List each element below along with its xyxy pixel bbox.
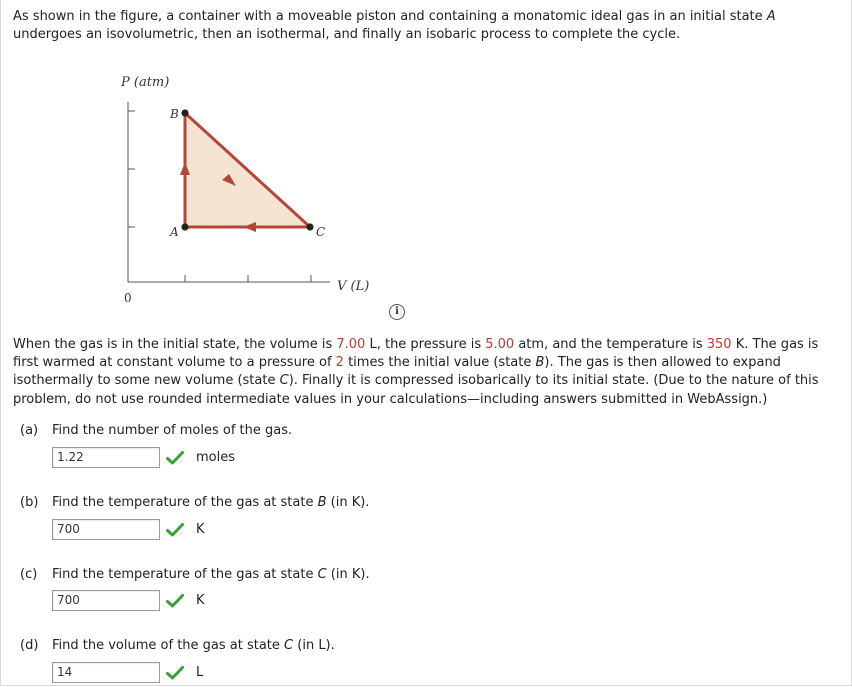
problem-intro: [13, 8, 838, 44]
unit-label: L: [196, 665, 204, 680]
question-b: [20, 495, 369, 510]
answer-input-b[interactable]: 700: [52, 519, 160, 540]
volume-value: 7.00: [336, 337, 366, 352]
question-text: Find the temperature of the gas at state: [52, 567, 318, 582]
answer-row-a: [52, 447, 235, 468]
label-c: C: [316, 225, 326, 239]
desc-text: When the gas is in the initial state, the volume is: [13, 337, 337, 352]
y-axis-label: P (atm): [121, 75, 170, 90]
label-a: A: [170, 225, 179, 239]
question-label: (d): [20, 638, 39, 653]
pv-diagram: [90, 68, 390, 308]
desc-text: ). The gas is then allowed to expand isothermally to some new volume (state: [13, 355, 781, 389]
unit-label: K: [196, 593, 205, 608]
question-label: (c): [20, 567, 38, 582]
point-c: [306, 223, 313, 230]
desc-text: atm, and the temperature is: [514, 337, 707, 352]
check-icon: [166, 594, 188, 608]
question-c: [20, 567, 370, 582]
answer-input-c[interactable]: 700: [52, 590, 160, 611]
desc-text: times the initial value (state: [343, 355, 536, 371]
answer-row-c: [52, 590, 205, 611]
intro-text-2: undergoes an isovolumetric, then an isothermal, and finally an isobaric process to complete the cycle.: [13, 27, 681, 42]
question-text: (in K).: [326, 495, 370, 510]
check-icon: [166, 523, 188, 537]
desc-text: L, the pressure is: [365, 337, 486, 352]
question-state: B: [317, 495, 327, 510]
info-icon[interactable]: i: [389, 304, 405, 320]
question-text: (in L).: [293, 638, 335, 653]
check-icon: [166, 451, 188, 465]
point-a: [181, 223, 188, 230]
answer-row-b: [52, 519, 205, 540]
question-state: C: [317, 567, 327, 582]
state-b: B: [535, 355, 545, 371]
unit-label: K: [196, 522, 205, 537]
question-d: [20, 638, 335, 653]
origin-label: 0: [124, 291, 132, 305]
temperature-value: 350: [706, 337, 732, 352]
problem-description: [13, 336, 838, 409]
question-label: (b): [20, 495, 39, 510]
question-a: [20, 423, 292, 438]
check-icon: [166, 666, 188, 680]
intro-state-a: A: [766, 9, 776, 24]
question-state: C: [284, 638, 294, 653]
desc-text: K. The gas is first warmed at constant volume to a pressure of: [13, 337, 819, 371]
label-b: B: [170, 107, 179, 121]
unit-label: moles: [196, 450, 235, 465]
intro-text: As shown in the figure, a container with a moveable piston and containing a monatomic ideal gas in an initial state: [13, 9, 767, 24]
question-label: (a): [20, 423, 39, 438]
question-text: Find the volume of the gas at state: [52, 638, 285, 653]
answer-input-a[interactable]: 1.22: [52, 447, 160, 468]
question-text: Find the temperature of the gas at state: [52, 495, 318, 510]
question-text: (in K).: [326, 567, 370, 582]
point-b: [181, 109, 188, 116]
desc-text: ). Finally it is compressed isobarically to its initial state. (Due to the nature of this problem, do not use rounded intermediate values in your calculations—including answers submitted in WebAssign.): [13, 373, 819, 407]
question-text: Find the number of moles of the gas.: [52, 423, 293, 438]
state-c: C: [279, 373, 289, 389]
answer-row-d: [52, 662, 203, 683]
answer-input-d[interactable]: 14: [52, 662, 160, 683]
x-axis-label: V (L): [337, 279, 370, 294]
pressure-value: 5.00: [485, 337, 515, 352]
factor-value: 2: [335, 355, 344, 371]
